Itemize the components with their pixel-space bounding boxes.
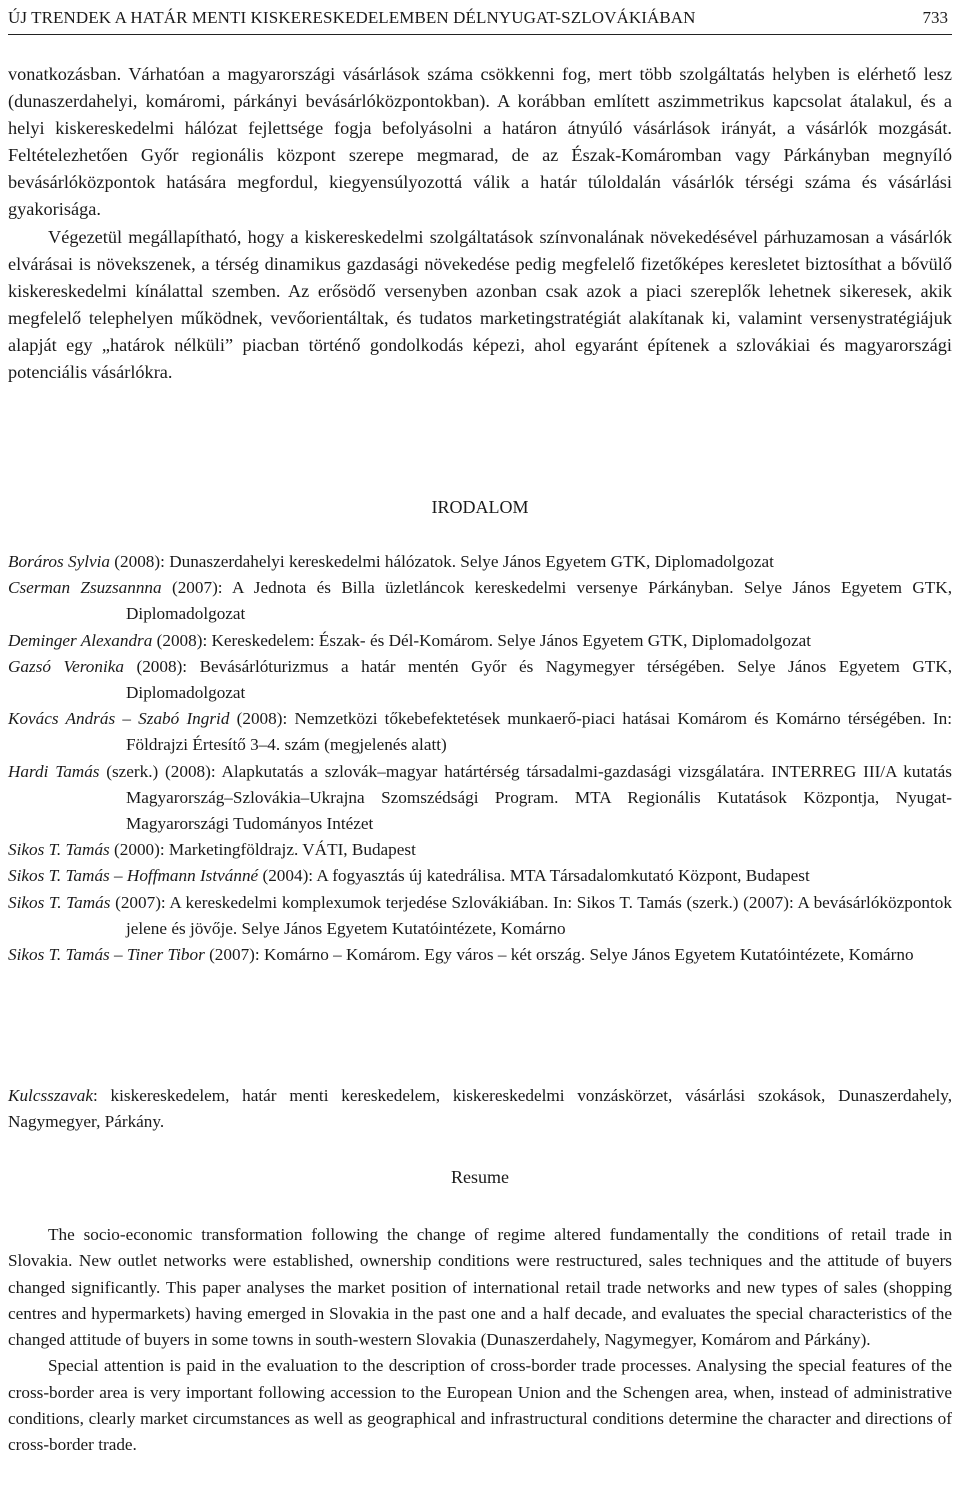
- abstract-paragraph: Special attention is paid in the evaluation to the description of cross-border trade processes. Analysing the special features of the cross-border area is very important following accession to the European Union and the Schengen area, when, instead of administrative conditions, clearly market circumstances as well as geographical and infrastructural conditions determine the character and directions of cross-border trade.: [8, 1356, 952, 1455]
- reference-text: (2008): Dunaszerdahelyi kereskedelmi hálózatok. Selye János Egyetem GTK, Diplomadolgozat: [110, 552, 774, 571]
- resume-abstract: [8, 1222, 952, 1459]
- reference-text: (2004): A fogyasztás új katedrálisa. MTA Társadalomkutató Központ, Budapest: [258, 866, 810, 886]
- reference-item: [8, 863, 952, 889]
- reference-text: (szerk.) (2008): Alapkutatás a szlovák–magyar határtérség társadalmi-gazdasági vizsgálatára. INTERREG III/A kutatás Magyarország–Szlovákia–Ukrajna Szomszédsági Program. MTA Regionális Kutatások Központja, Nyugat-Magyarországi Tudományos Intézet: [99, 761, 952, 834]
- reference-authors: Sikos T. Tamás – Tiner Tibor: [8, 945, 205, 965]
- reference-item: [8, 890, 952, 942]
- reference-authors: Deminger Alexandra: [8, 630, 153, 650]
- keywords-label: Kulcsszavak: [8, 1086, 93, 1105]
- body-paragraph: vonatkozásban. Várhatóan a magyarországi vásárlások száma csökkenni fog, mert több szolgáltatás helyben is elérhető lesz (dunaszerdahelyi, komáromi, párkányi bevásárlóközpontokban). A korábban említett aszimmetrikus kapcsolat átalakul, és a helyi kiskereskedelmi hálózat fejlettsége fogja befolyásolni a határon átnyúló vásárlások irányát, a vásárlók mozgását. Feltételezhetően Győr regionális központ szerepe megmarad, de az Észak-Komáromban vagy Párkányban megnyíló bevásárlóközpontok hatására megfordul, kiegyensúlyozottá válik a határ túloldalán vásárlók térségi száma és vásárlási gyakorisága.: [8, 64, 952, 220]
- keywords-text: : kiskereskedelem, határ menti kereskedelem, kiskereskedelmi vonzáskörzet, vásárlási szokások, Dunaszerdahely, Nagymegyer, Párkány.: [8, 1086, 952, 1132]
- reference-item: [8, 942, 952, 968]
- reference-authors: Sikos T. Tamás – Hoffmann Istvánné: [8, 866, 259, 886]
- reference-item: [8, 759, 952, 838]
- reference-item: [8, 628, 952, 654]
- reference-authors: Sikos T. Tamás: [8, 840, 110, 860]
- resume-heading: Resume: [451, 1167, 509, 1187]
- reference-authors: Boráros Sylvia: [8, 552, 110, 571]
- keywords-block: [8, 1083, 952, 1135]
- reference-authors: Kovács András – Szabó Ingrid: [8, 709, 230, 729]
- reference-item: [8, 837, 952, 863]
- reference-text: (2000): Marketingföldrajz. VÁTI, Budapest: [109, 840, 416, 860]
- reference-authors: Hardi Tamás: [8, 761, 100, 781]
- reference-authors: Sikos T. Tamás: [8, 892, 111, 912]
- reference-text: (2007): Komárno – Komárom. Egy város – két ország. Selye János Egyetem Kutatóintézete, Komárno: [204, 945, 914, 965]
- reference-item: [8, 575, 952, 627]
- reference-text: (2007): A kereskedelmi komplexumok terjedése Szlovákiában. In: Sikos T. Tamás (szerk.) (2007): A bevásárlóközpontok jelene és jövője. Selye János Egyetem Kutatóintézete, Komárno: [110, 892, 952, 938]
- reference-text: (2007): A Jednota és Billa üzletláncok kereskedelmi versenye Párkányban. Selye János Egyetem GTK, Diplomadolgozat: [126, 578, 953, 624]
- reference-text: (2008): Nemzetközi tőkebefektetések munkaerő-piaci hatásai Komárom és Komárno térségében. In: Földrajzi Értesítő 3–4. szám (megjelenés alatt): [126, 709, 952, 755]
- reference-item: [8, 706, 952, 758]
- reference-authors: Cserman Zsuzsannna: [8, 578, 162, 598]
- main-body-text: [8, 61, 952, 386]
- reference-list: [8, 549, 952, 968]
- reference-authors: Gazsó Veronika: [8, 656, 124, 676]
- reference-text: (2008): Bevásárlóturizmus a határ mentén Győr és Nagymegyer térségében. Selye János Egyetem GTK, Diplomadolgozat: [123, 656, 952, 703]
- body-paragraph: Végezetül megállapítható, hogy a kiskereskedelmi szolgáltatások színvonalának növekedésével párhuzamosan a vásárlók elvárásai is növekszenek, a térség dinamikus gazdasági növekedése pedig megfelelő fizetőképes keresletet biztosíthat a bővülő kiskereskedelmi kínálattal szemben. Az erősödő versenyben azonban csak azok a piaci szereplők lehetnek sikeresek, akik megfelelő telephelyen működnek, vevőorientáltak, és tudatos marketingstratégiát alakítanak ki, valamint versenystratégiájuk alapját egy „határok nélküli” piacban történő gondolkodás képezi, ahol egyaránt építenek a szlovákiai és magyarországi potenciális vásárlókra.: [8, 226, 952, 383]
- keywords-paragraph: [8, 1083, 952, 1135]
- reference-text: (2008): Kereskedelem: Észak- és Dél-Komárom. Selye János Egyetem GTK, Diplomadolgozat: [152, 630, 811, 650]
- page-number: 733: [922, 8, 948, 27]
- abstract-paragraph: The socio-economic transformation following the change of regime altered fundamentally the conditions of retail trade in Slovakia. New outlet networks were established, ownership conditions were restructured, sales techniques and the attitude of buyers changed significantly. This paper analyses the market position of international retail trade networks and new types of sales (shopping centres and hypermarkets) having emerged in Slovakia in the past one and a half decade, and evaluates the special characteristics of the changed attitude of buyers in some towns in south-western Slovakia (Dunaszerdahely, Nagymegyer, Komárom and Párkány).: [8, 1225, 952, 1350]
- reference-item: [8, 549, 952, 575]
- literature-heading: IRODALOM: [431, 497, 529, 517]
- running-header-title: ÚJ TRENDEK A HATÁR MENTI KISKERESKEDELEMBEN DÉLNYUGAT-SZLOVÁKIÁBAN: [8, 8, 696, 27]
- reference-item: [8, 654, 952, 706]
- running-header: [8, 6, 952, 35]
